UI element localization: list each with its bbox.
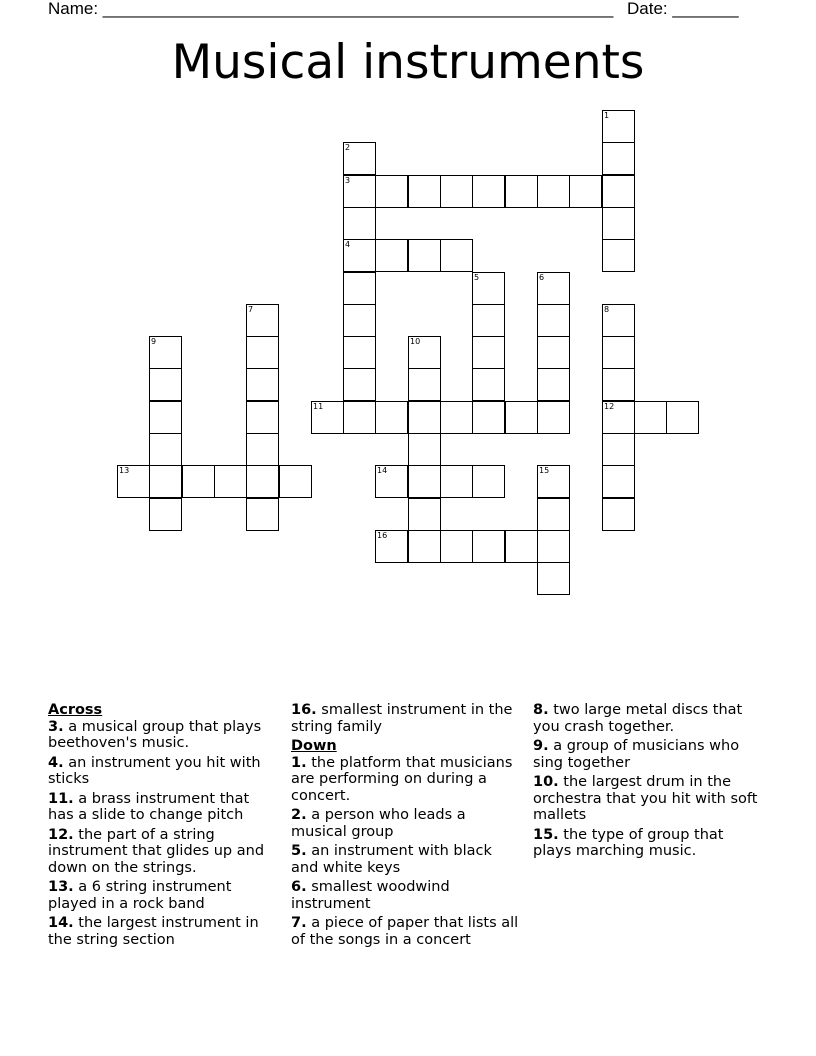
clue-number-label: 16	[377, 531, 388, 540]
clue-number: 11.	[48, 790, 74, 807]
grid-cell[interactable]	[602, 336, 635, 369]
grid-cell[interactable]	[311, 401, 344, 434]
grid-cell[interactable]	[666, 401, 699, 434]
clue-number: 12.	[48, 826, 74, 843]
clue-number-label: 1	[604, 111, 610, 120]
grid-cell[interactable]	[602, 239, 635, 272]
down-clue	[533, 702, 761, 735]
clue-text: a group of musicians who sing together	[533, 738, 740, 771]
clue-number-label: 15	[539, 466, 550, 475]
clue-text: the largest drum in the orchestra that you hit with soft mallets	[533, 774, 758, 823]
clue-number-label: 13	[119, 466, 130, 475]
grid-cell[interactable]	[375, 401, 408, 434]
grid-cell[interactable]	[537, 562, 570, 595]
grid-cell[interactable]	[537, 175, 570, 208]
clue-number: 14.	[48, 915, 74, 931]
clue-number: 13.	[48, 879, 74, 895]
grid-cell[interactable]	[602, 368, 635, 401]
across-clue	[48, 879, 276, 912]
down-clue	[291, 755, 519, 805]
clue-text: a musical group that plays beethoven's music.	[48, 718, 262, 751]
clue-number-label: 8	[604, 305, 610, 314]
grid-cell[interactable]	[602, 175, 635, 208]
clue-number: 2.	[291, 807, 307, 823]
clue-text: a 6 string instrument played in a rock band	[48, 879, 232, 912]
grid-cell[interactable]	[182, 465, 215, 498]
grid-cell[interactable]	[472, 401, 505, 434]
grid-cell[interactable]	[149, 498, 182, 531]
grid-cell[interactable]	[440, 530, 473, 563]
grid-cell[interactable]	[246, 336, 279, 369]
across-clue	[48, 755, 276, 788]
grid-cell[interactable]	[537, 304, 570, 337]
across-clue	[48, 719, 276, 752]
down-clue	[291, 807, 519, 840]
clue-number: 5.	[291, 843, 307, 859]
across-clue	[48, 827, 276, 877]
grid-cell[interactable]	[408, 368, 441, 401]
grid-cell[interactable]	[472, 304, 505, 337]
grid-cell[interactable]	[408, 175, 441, 208]
grid-cell[interactable]	[440, 465, 473, 498]
grid-cell[interactable]	[602, 110, 635, 143]
grid-cell[interactable]	[343, 142, 376, 175]
clue-number: 10.	[533, 774, 559, 790]
grid-cell[interactable]	[602, 465, 635, 498]
grid-cell[interactable]	[408, 465, 441, 498]
grid-cell[interactable]	[569, 175, 602, 208]
grid-cell[interactable]	[149, 336, 182, 369]
across-clue	[48, 915, 276, 948]
clue-text: a brass instrument that has a slide to change pitch	[48, 790, 250, 823]
clue-number-label: 2	[345, 143, 351, 152]
clue-number-label: 7	[248, 305, 254, 314]
grid-cell[interactable]	[505, 175, 538, 208]
grid-cell[interactable]	[634, 401, 667, 434]
down-clue	[533, 774, 761, 824]
grid-cell[interactable]	[408, 498, 441, 531]
grid-cell[interactable]	[472, 530, 505, 563]
grid-cell[interactable]	[375, 175, 408, 208]
clue-text: the largest instrument in the string section	[48, 915, 259, 948]
grid-cell[interactable]	[505, 530, 538, 563]
grid-cell[interactable]	[343, 304, 376, 337]
grid-cell[interactable]	[343, 175, 376, 208]
clue-text: an instrument with black and white keys	[291, 843, 492, 876]
grid-cell[interactable]	[246, 465, 279, 498]
grid-cell[interactable]	[537, 401, 570, 434]
grid-cell[interactable]	[149, 368, 182, 401]
grid-cell[interactable]	[149, 465, 182, 498]
grid-cell[interactable]	[149, 401, 182, 434]
grid-cell[interactable]	[472, 336, 505, 369]
clue-text: a person who leads a musical group	[291, 807, 466, 840]
across-heading: Across	[48, 702, 103, 718]
grid-cell[interactable]	[408, 239, 441, 272]
down-clue	[291, 879, 519, 912]
clue-text: two large metal discs that you crash together.	[533, 702, 743, 735]
clue-number: 4.	[48, 754, 64, 771]
grid-cell[interactable]	[602, 498, 635, 531]
clue-number: 15.	[533, 826, 559, 843]
grid-cell[interactable]	[375, 465, 408, 498]
across-clue	[291, 702, 519, 735]
clues-section	[48, 702, 768, 1032]
clue-number: 7.	[291, 915, 307, 931]
grid-cell[interactable]	[375, 530, 408, 563]
grid-cell[interactable]	[343, 401, 376, 434]
grid-cell[interactable]	[537, 498, 570, 531]
grid-cell[interactable]	[472, 175, 505, 208]
grid-cell[interactable]	[602, 401, 635, 434]
clue-column-2	[291, 702, 519, 951]
clue-number-label: 5	[474, 273, 480, 282]
clue-text: the type of group that plays marching music.	[533, 826, 724, 859]
grid-cell[interactable]	[602, 304, 635, 337]
grid-cell[interactable]	[602, 207, 635, 240]
grid-cell[interactable]	[537, 530, 570, 563]
grid-cell[interactable]	[537, 465, 570, 498]
clue-number: 1.	[291, 754, 307, 771]
grid-cell[interactable]	[602, 433, 635, 466]
clue-number-label: 6	[539, 273, 545, 282]
puzzle-title: Musical instruments	[171, 35, 645, 90]
grid-cell[interactable]	[505, 401, 538, 434]
grid-cell[interactable]	[343, 368, 376, 401]
grid-cell[interactable]	[375, 239, 408, 272]
down-heading: Down	[291, 738, 337, 754]
grid-cell[interactable]	[214, 465, 247, 498]
name-field-label[interactable]: Name: ______________________________________________________	[48, 0, 614, 18]
clue-text: smallest woodwind instrument	[291, 879, 450, 912]
clue-number: 16.	[291, 702, 317, 718]
clue-number-label: 14	[377, 466, 388, 475]
grid-cell[interactable]	[440, 239, 473, 272]
grid-cell[interactable]	[343, 272, 376, 305]
clue-number: 3.	[48, 718, 64, 735]
clue-number-label: 4	[345, 240, 351, 249]
grid-cell[interactable]	[440, 175, 473, 208]
clue-column-1	[48, 702, 276, 951]
clue-text: a piece of paper that lists all of the songs in a concert	[291, 915, 519, 948]
clue-column-3	[533, 702, 761, 863]
clue-number: 9.	[533, 738, 549, 754]
grid-cell[interactable]	[246, 498, 279, 531]
grid-cell[interactable]	[246, 401, 279, 434]
clue-text: an instrument you hit with sticks	[48, 754, 261, 787]
down-clue	[291, 915, 519, 948]
clue-text: smallest instrument in the string family	[291, 702, 513, 735]
clue-text: the part of a string instrument that glides up and down on the strings.	[48, 826, 265, 876]
down-clue	[533, 738, 761, 771]
grid-cell[interactable]	[343, 207, 376, 240]
grid-cell[interactable]	[279, 465, 312, 498]
grid-cell[interactable]	[440, 401, 473, 434]
date-field-label[interactable]: Date: _______	[627, 0, 739, 18]
grid-cell[interactable]	[246, 368, 279, 401]
clue-number-label: 11	[313, 402, 324, 411]
grid-cell[interactable]	[537, 368, 570, 401]
grid-cell[interactable]	[472, 465, 505, 498]
grid-cell[interactable]	[537, 272, 570, 305]
grid-cell[interactable]	[602, 142, 635, 175]
grid-cell[interactable]	[408, 530, 441, 563]
grid-cell[interactable]	[149, 433, 182, 466]
grid-cell[interactable]	[408, 401, 441, 434]
grid-cell[interactable]	[343, 239, 376, 272]
clue-number-label: 9	[151, 337, 157, 346]
grid-cell[interactable]	[246, 433, 279, 466]
clue-number-label: 3	[345, 176, 351, 185]
down-clue	[533, 827, 761, 860]
down-clue	[291, 843, 519, 876]
clue-number: 6.	[291, 879, 307, 895]
grid-cell[interactable]	[472, 368, 505, 401]
grid-cell[interactable]	[472, 272, 505, 305]
grid-cell[interactable]	[246, 304, 279, 337]
clue-text: the platform that musicians are performing on during a concert.	[291, 754, 513, 804]
clue-number: 8.	[533, 702, 549, 718]
grid-cell[interactable]	[117, 465, 150, 498]
grid-cell[interactable]	[537, 336, 570, 369]
grid-cell[interactable]	[343, 336, 376, 369]
across-clue	[48, 791, 276, 824]
grid-cell[interactable]	[408, 336, 441, 369]
clue-number-label: 12	[604, 402, 615, 411]
grid-cell[interactable]	[408, 433, 441, 466]
clue-number-label: 10	[410, 337, 421, 346]
